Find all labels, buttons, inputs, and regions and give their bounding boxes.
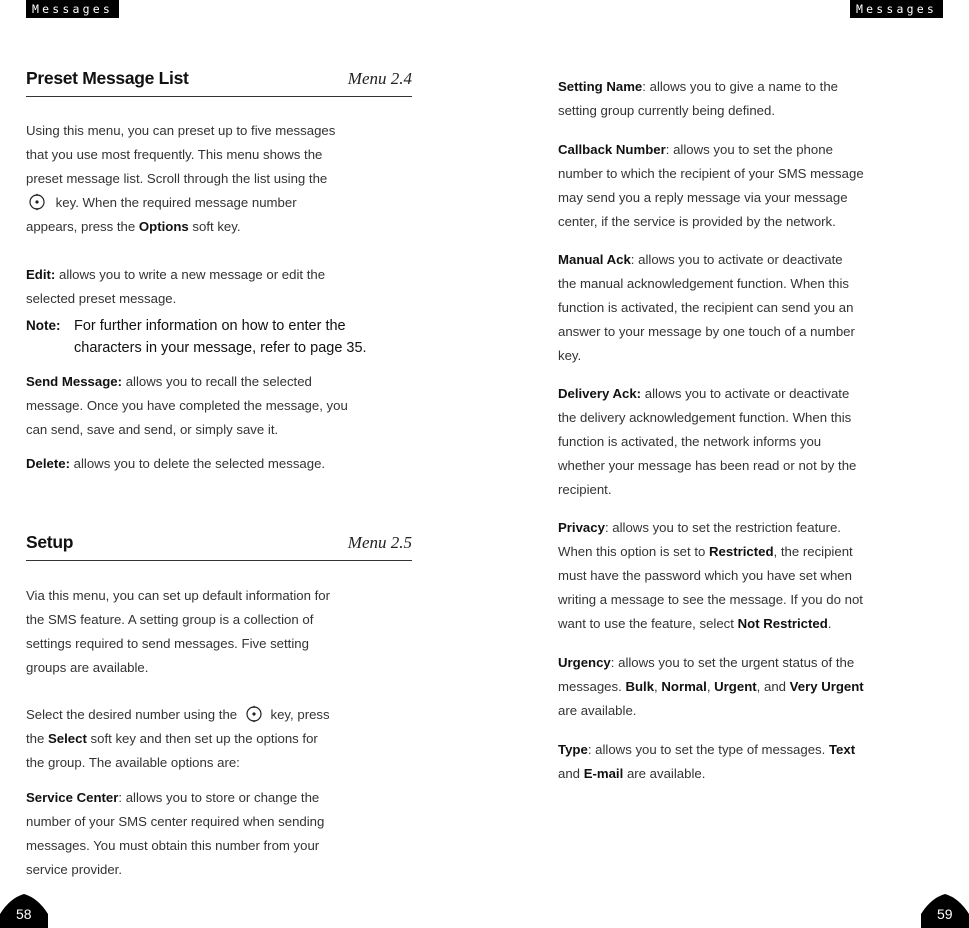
option-value: Restricted [709,544,774,559]
text-line [558,738,855,762]
paragraph-manual-ack [558,248,855,368]
page-number: 58 [16,906,32,922]
text-line: function is activated, the network informs you [558,434,822,449]
text-line [26,370,348,394]
text-line: Via this menu, you can set up default information for [26,588,330,603]
text-line: For further information on how to enter the [74,318,346,334]
option-term: Callback Number [558,142,666,157]
text-line: settings required to send messages. Five setting [26,636,309,651]
text-line [26,191,335,215]
text-line: recipient. [558,482,612,497]
text-line: messages. You must obtain this number from your [26,838,320,853]
text-line: whether your message has been read or not by the [558,458,857,473]
text-run: , and [756,679,786,694]
text-line: writing a message to see the message. If you do not [558,592,863,607]
paragraph-delete [26,452,325,476]
text-line [558,516,863,540]
option-value: E-mail [583,766,624,781]
text-line: must have the password which you have set when [558,568,852,583]
text-line: that you use most frequently. This menu shows the [26,147,323,162]
text-line: preset message list. Scroll through the list using the [26,171,328,186]
section-title: Preset Message List [26,68,189,88]
text-line [558,75,838,99]
option-term: Privacy [558,520,605,535]
option-value: Not Restricted [737,616,828,631]
option-term: Delete: [26,456,70,471]
text-run: want to use the feature, select [558,616,734,631]
text-line [558,138,864,162]
options-softkey-label: Options [138,219,189,234]
paragraph-privacy [558,516,863,636]
option-value: Normal [661,679,707,694]
section-heading-preset [26,66,412,97]
option-value: Very Urgent [789,679,864,694]
option-value: Urgent [714,679,757,694]
text-line [558,248,855,272]
text-line: service provider. [26,862,123,877]
text-run: : allows you to set the restriction feature. [604,520,841,535]
text-line: the group. The available options are: [26,755,240,770]
page-corner-right [921,892,969,928]
note-label: Note: [26,318,61,333]
text-line: can send, save and send, or simply save it. [26,422,279,437]
text-run: are available. [626,766,706,781]
text-line [26,263,325,287]
paragraph-callback-number [558,138,864,234]
text-line [558,612,863,636]
paragraph-setting-name [558,75,838,123]
option-term: Manual Ack [558,252,631,267]
text-line: number of your SMS center required when sending [26,814,325,829]
page-number: 59 [937,906,953,922]
text-run: : allows you to store or change the [118,790,320,805]
text-line: groups are available. [26,660,149,675]
text-run: Select the desired number using the [26,707,238,722]
menu-number: Menu 2.5 [347,533,412,552]
option-value: Text [828,742,856,757]
text-run: : allows you to give a name to the [642,79,839,94]
menu-number: Menu 2.4 [347,69,412,88]
text-line: selected preset message. [26,291,177,306]
paragraph-edit [26,263,325,311]
option-value: Bulk [625,679,655,694]
text-run: allows you to recall the selected [125,374,312,389]
option-term: Service Center [26,790,119,805]
text-line [26,703,330,727]
header-tab-left: Messages [26,0,119,18]
text-run: , [706,679,711,694]
text-line: characters in your message, refer to page 35. [74,340,367,356]
paragraph-service-center [26,786,324,882]
text-run: the [26,731,45,746]
text-line: Using this menu, you can preset up to five messages [26,123,336,138]
text-line: answer to your message by one touch of a number [558,324,855,339]
select-softkey-label: Select [48,731,87,746]
navigation-key-icon [241,705,267,723]
text-run: : allows you to activate or deactivate [630,252,843,267]
text-line [26,786,324,810]
text-line: setting group currently being defined. [558,103,776,118]
paragraph-delivery-ack [558,382,856,502]
text-run: , the recipient [773,544,853,559]
text-run: and [558,766,581,781]
option-term: Setting Name [558,79,643,94]
text-line: function is activated, the recipient can send you an [558,300,854,315]
paragraph-setup-intro [26,584,330,680]
text-line: the manual acknowledgement function. When this [558,276,850,291]
text-line [26,727,330,751]
paragraph-type [558,738,855,786]
section-title: Setup [26,532,74,552]
text-run: allows you to write a new message or edit the [58,267,326,282]
text-line: message. Once you have completed the message, you [26,398,348,413]
text-run: key, press [270,707,330,722]
text-run: : allows you to set the type of messages. [587,742,826,757]
text-line [558,675,864,699]
paragraph-intro [26,119,335,239]
text-line [558,540,863,564]
option-term: Delivery Ack: [558,386,642,401]
text-line [558,762,855,786]
text-run: soft key and then set up the options for [90,731,318,746]
text-run: allows you to delete the selected message. [73,456,326,471]
paragraph-urgency [558,651,864,723]
text-run: When this option is set to [558,544,706,559]
text-run: : allows you to set the urgent status of the [610,655,855,670]
text-run: , [654,679,658,694]
navigation-key-icon [26,193,52,211]
option-term: Edit: [26,267,56,282]
text-line: are available. [558,703,637,718]
text-line: center, if the service is provided by the network. [558,214,836,229]
text-run: appears, press the [26,219,136,234]
text-line [558,651,864,675]
text-line: key. [558,348,582,363]
text-run: . [827,616,832,631]
text-line [26,452,325,476]
text-run: : allows you to set the phone [665,142,833,157]
option-term: Urgency [558,655,611,670]
paragraph-select [26,703,330,775]
option-term: Send Message: [26,374,123,389]
note-text [74,315,419,359]
text-run: soft key. [192,219,241,234]
header-tab-right: Messages [850,0,943,18]
text-line [558,382,856,406]
text-line: the SMS feature. A setting group is a collection of [26,612,314,627]
section-heading-setup [26,530,412,561]
text-run: key. When the required message number [55,195,297,210]
paragraph-send-message [26,370,348,442]
option-term: Type [558,742,588,757]
page-corner-left [0,892,48,928]
text-line: the delivery acknowledgement function. When this [558,410,852,425]
text-run: messages. [558,679,622,694]
text-run: allows you to activate or deactivate [644,386,850,401]
text-line [26,215,335,239]
text-line: may send you a reply message via your message [558,190,848,205]
text-line: number to which the recipient of your SMS message [558,166,864,181]
